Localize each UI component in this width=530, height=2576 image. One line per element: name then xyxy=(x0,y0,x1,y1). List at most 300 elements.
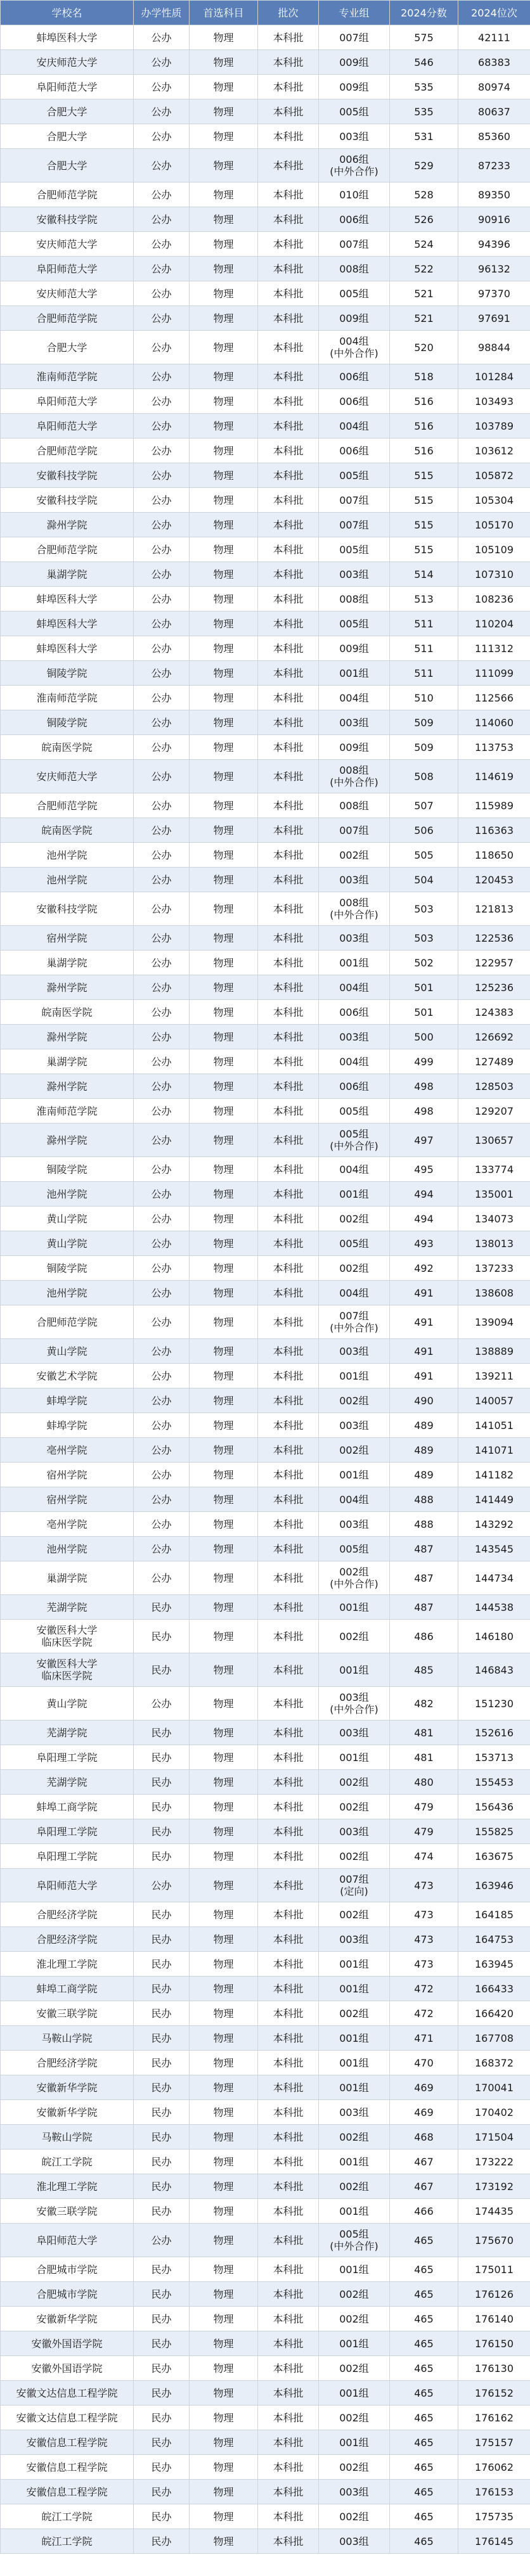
subject-cell xyxy=(190,710,258,735)
rank-cell xyxy=(458,2529,530,2554)
group-cell-text: 009组 xyxy=(339,741,369,753)
school-cell xyxy=(1,2125,134,2150)
nature-cell xyxy=(134,1364,190,1388)
batch-cell xyxy=(258,636,319,661)
nature-cell xyxy=(134,183,190,207)
school-cell xyxy=(1,183,134,207)
score-cell-text: 535 xyxy=(414,105,434,118)
rank-cell-text: 96132 xyxy=(478,262,510,275)
rank-cell-text: 163675 xyxy=(474,1850,514,1862)
score-cell-text: 465 xyxy=(414,2234,434,2246)
group-cell xyxy=(319,1844,390,1869)
group-cell xyxy=(319,75,390,99)
batch-cell xyxy=(258,2282,319,2307)
subject-cell xyxy=(190,686,258,710)
nature-cell xyxy=(134,50,190,75)
batch-cell xyxy=(258,975,319,1000)
subject-cell xyxy=(190,25,258,50)
score-cell-text: 531 xyxy=(414,130,434,143)
score-cell-text: 470 xyxy=(414,2056,434,2069)
school-cell xyxy=(1,1099,134,1124)
school-cell xyxy=(1,2100,134,2125)
school-cell-text: 阜阳师范大学 xyxy=(36,1879,98,1892)
group-cell-text: 003组 xyxy=(339,130,369,143)
score-cell-text: 509 xyxy=(414,716,434,729)
subject-cell-text: 物理 xyxy=(213,395,234,407)
subject-cell-text: 物理 xyxy=(213,1630,234,1643)
group-cell-text: 005组 xyxy=(339,543,369,556)
nature-cell-text: 公办 xyxy=(151,1419,172,1432)
rank-cell xyxy=(458,2100,530,2125)
nature-cell-text: 公办 xyxy=(151,543,172,556)
nature-cell-text: 民办 xyxy=(151,2081,172,2094)
batch-cell xyxy=(258,1124,319,1157)
subject-cell-text: 物理 xyxy=(213,642,234,655)
nature-cell xyxy=(134,149,190,183)
nature-cell-text: 公办 xyxy=(151,873,172,886)
group-cell xyxy=(319,2125,390,2150)
rank-cell xyxy=(458,2282,530,2307)
school-cell xyxy=(1,2480,134,2504)
table-row xyxy=(1,2257,530,2282)
group-cell xyxy=(319,612,390,636)
table-row xyxy=(1,661,530,686)
rank-cell-text: 133774 xyxy=(474,1163,514,1176)
score-cell-text: 490 xyxy=(414,1394,434,1407)
rank-cell xyxy=(458,463,530,488)
batch-cell xyxy=(258,257,319,281)
batch-cell xyxy=(258,488,319,513)
score-cell-text: 466 xyxy=(414,2205,434,2217)
batch-cell-text: 本科批 xyxy=(273,2411,304,2424)
nature-cell xyxy=(134,207,190,232)
group-cell xyxy=(319,25,390,50)
batch-cell-text: 本科批 xyxy=(273,1286,304,1299)
subject-cell-text: 物理 xyxy=(213,1345,234,1357)
nature-cell-text: 公办 xyxy=(151,1697,172,1710)
group-cell-text: 006组 xyxy=(339,370,369,383)
subject-cell-text: 物理 xyxy=(213,2081,234,2094)
score-cell xyxy=(390,612,458,636)
group-cell-text: 001组 xyxy=(339,2387,369,2399)
group-cell xyxy=(319,2257,390,2282)
score-cell xyxy=(390,1952,458,1977)
batch-cell-text: 本科批 xyxy=(273,1055,304,1068)
table-row xyxy=(1,2199,530,2224)
nature-cell-text: 公办 xyxy=(151,341,172,354)
rank-cell xyxy=(458,2199,530,2224)
table-row xyxy=(1,1231,530,1256)
rank-cell xyxy=(458,1795,530,1819)
school-cell xyxy=(1,2001,134,2026)
school-cell xyxy=(1,868,134,892)
score-cell xyxy=(390,2480,458,2504)
batch-cell-text: 本科批 xyxy=(273,1006,304,1018)
rank-cell-text: 138889 xyxy=(474,1345,514,1357)
school-cell-text: 安徽外国语学院 xyxy=(31,2337,103,2350)
nature-cell-text: 公办 xyxy=(151,1345,172,1357)
rank-cell xyxy=(458,439,530,463)
table-row xyxy=(1,2529,530,2554)
group-cell-text: 003组 xyxy=(339,873,369,886)
score-cell-text: 511 xyxy=(414,667,434,679)
rank-cell-text: 146180 xyxy=(474,1630,514,1643)
rank-cell xyxy=(458,232,530,257)
rank-cell-text: 173222 xyxy=(474,2155,514,2168)
group-cell xyxy=(319,760,390,793)
nature-cell-text: 公办 xyxy=(151,617,172,630)
table-row xyxy=(1,2150,530,2174)
subject-cell-text: 物理 xyxy=(213,1542,234,1555)
rank-cell xyxy=(458,281,530,306)
rank-cell-text: 111312 xyxy=(474,642,514,655)
nature-cell-text: 公办 xyxy=(151,1030,172,1043)
rank-cell xyxy=(458,1438,530,1463)
score-cell-text: 465 xyxy=(414,2288,434,2300)
score-cell-text: 481 xyxy=(414,1751,434,1764)
subject-cell xyxy=(190,2075,258,2100)
subject-cell-text: 物理 xyxy=(213,543,234,556)
rank-cell xyxy=(458,2051,530,2075)
batch-cell-text: 本科批 xyxy=(273,2288,304,2300)
batch-cell-text: 本科批 xyxy=(273,370,304,383)
school-cell xyxy=(1,1281,134,1305)
subject-cell xyxy=(190,1795,258,1819)
score-cell-text: 511 xyxy=(414,642,434,655)
school-cell xyxy=(1,1182,134,1207)
rank-cell-text: 105304 xyxy=(474,494,514,506)
school-cell-text: 蚌埠工商学院 xyxy=(36,1800,98,1813)
batch-cell xyxy=(258,2406,319,2430)
rank-cell xyxy=(458,1595,530,1620)
school-cell-text: 安徽科技学院 xyxy=(36,902,98,915)
school-cell xyxy=(1,1000,134,1025)
nature-cell xyxy=(134,1124,190,1157)
score-cell-text: 492 xyxy=(414,1262,434,1274)
table-row xyxy=(1,1000,530,1025)
score-cell-text: 503 xyxy=(414,902,434,915)
rank-cell xyxy=(458,1512,530,1537)
table-row xyxy=(1,1438,530,1463)
subject-cell xyxy=(190,1364,258,1388)
group-cell xyxy=(319,1595,390,1620)
batch-cell-text: 本科批 xyxy=(273,105,304,118)
rank-cell xyxy=(458,892,530,926)
score-cell-text: 509 xyxy=(414,741,434,753)
score-cell xyxy=(390,537,458,562)
batch-cell xyxy=(258,735,319,760)
subject-cell xyxy=(190,2125,258,2150)
school-cell xyxy=(1,1653,134,1687)
nature-cell xyxy=(134,612,190,636)
subject-cell xyxy=(190,1770,258,1795)
group-cell-text: 001组 xyxy=(339,956,369,969)
subject-cell xyxy=(190,892,258,926)
rank-cell xyxy=(458,818,530,843)
subject-cell xyxy=(190,587,258,612)
school-cell-text: 合肥大学 xyxy=(46,341,87,354)
batch-cell xyxy=(258,2356,319,2381)
school-cell xyxy=(1,843,134,868)
school-cell xyxy=(1,1074,134,1099)
rank-cell-text: 103789 xyxy=(474,420,514,432)
nature-cell-text: 公办 xyxy=(151,159,172,172)
group-cell-text: 001组 xyxy=(339,2205,369,2217)
subject-cell xyxy=(190,612,258,636)
group-cell xyxy=(319,414,390,439)
school-cell xyxy=(1,2307,134,2331)
subject-cell xyxy=(190,1124,258,1157)
batch-cell xyxy=(258,537,319,562)
group-cell xyxy=(319,306,390,331)
group-cell xyxy=(319,2224,390,2257)
rank-cell xyxy=(458,735,530,760)
batch-cell xyxy=(258,25,319,50)
rank-cell xyxy=(458,1745,530,1770)
batch-cell-text: 本科批 xyxy=(273,159,304,172)
nature-cell-text: 公办 xyxy=(151,956,172,969)
school-cell xyxy=(1,2381,134,2406)
school-cell-text: 合肥经济学院 xyxy=(36,2056,98,2069)
batch-cell-text: 本科批 xyxy=(273,2436,304,2449)
batch-cell xyxy=(258,1795,319,1819)
subject-cell-text: 物理 xyxy=(213,2312,234,2325)
rank-cell xyxy=(458,1049,530,1074)
table-body xyxy=(1,25,530,2554)
school-cell-text: 安徽艺术学院 xyxy=(36,1369,98,1382)
score-cell xyxy=(390,562,458,587)
nature-cell-text: 公办 xyxy=(151,287,172,300)
school-cell xyxy=(1,735,134,760)
school-cell xyxy=(1,1124,134,1157)
table-row xyxy=(1,1620,530,1653)
batch-cell-text: 本科批 xyxy=(273,2205,304,2217)
school-cell xyxy=(1,1795,134,1819)
school-cell xyxy=(1,2150,134,2174)
nature-cell xyxy=(134,1620,190,1653)
rank-cell xyxy=(458,1819,530,1844)
rank-cell xyxy=(458,1487,530,1512)
school-cell-text: 亳州学院 xyxy=(46,1518,87,1530)
nature-cell-text: 民办 xyxy=(151,1800,172,1813)
subject-cell-text: 物理 xyxy=(213,1518,234,1530)
table-row xyxy=(1,463,530,488)
group-cell-text: 002组 xyxy=(339,2510,369,2523)
rank-cell xyxy=(458,1099,530,1124)
group-cell xyxy=(319,207,390,232)
nature-cell-text: 民办 xyxy=(151,1751,172,1764)
score-cell xyxy=(390,2282,458,2307)
nature-cell-text: 公办 xyxy=(151,1369,172,1382)
school-cell-text: 巢湖学院 xyxy=(46,1055,87,1068)
score-cell-text: 498 xyxy=(414,1105,434,1117)
school-cell-text: 巢湖学院 xyxy=(46,1572,87,1584)
score-cell xyxy=(390,331,458,364)
batch-cell xyxy=(258,2150,319,2174)
batch-cell xyxy=(258,892,319,926)
school-cell-text: 马鞍山学院 xyxy=(41,2032,93,2044)
table-row xyxy=(1,488,530,513)
nature-cell-text: 民办 xyxy=(151,2387,172,2399)
table-row xyxy=(1,1745,530,1770)
score-cell xyxy=(390,364,458,389)
table-row xyxy=(1,1844,530,1869)
nature-cell-text: 公办 xyxy=(151,1262,172,1274)
rank-cell-text: 98844 xyxy=(478,341,510,354)
school-cell-text: 合肥经济学院 xyxy=(36,1933,98,1945)
nature-cell-text: 公办 xyxy=(151,420,172,432)
rank-cell-text: 176130 xyxy=(474,2362,514,2374)
group-cell xyxy=(319,1413,390,1438)
school-cell xyxy=(1,1157,134,1182)
school-cell-text: 阜阳理工学院 xyxy=(36,1751,98,1764)
score-cell xyxy=(390,281,458,306)
batch-cell-text: 本科批 xyxy=(273,188,304,201)
subject-cell-text: 物理 xyxy=(213,716,234,729)
group-cell-text: 002组 xyxy=(339,1850,369,1862)
table-row xyxy=(1,793,530,818)
score-cell xyxy=(390,1305,458,1339)
rank-cell xyxy=(458,686,530,710)
batch-cell xyxy=(258,562,319,587)
nature-cell xyxy=(134,892,190,926)
nature-cell-text: 公办 xyxy=(151,568,172,580)
rank-cell-text: 155453 xyxy=(474,1776,514,1788)
score-cell xyxy=(390,2430,458,2455)
nature-cell xyxy=(134,281,190,306)
batch-cell xyxy=(258,1745,319,1770)
group-cell-text: 003组 xyxy=(339,1825,369,1838)
group-cell-text: 009组 xyxy=(339,642,369,655)
batch-cell xyxy=(258,207,319,232)
group-cell xyxy=(319,1869,390,1902)
school-cell-text: 蚌埠医科大学 xyxy=(36,642,98,655)
school-cell xyxy=(1,1231,134,1256)
batch-cell xyxy=(258,513,319,537)
group-cell xyxy=(319,1207,390,1231)
nature-cell-text: 民办 xyxy=(151,1663,172,1676)
school-cell-text: 蚌埠医科大学 xyxy=(36,617,98,630)
nature-cell xyxy=(134,1595,190,1620)
subject-cell-text: 物理 xyxy=(213,956,234,969)
school-cell xyxy=(1,1256,134,1281)
score-cell xyxy=(390,2001,458,2026)
group-cell-text: 005组 xyxy=(339,1237,369,1250)
nature-cell-text: 民办 xyxy=(151,2312,172,2325)
group-cell-text: 001组 xyxy=(339,1601,369,1613)
nature-cell-text: 公办 xyxy=(151,444,172,457)
group-cell-text: 001组 xyxy=(339,2081,369,2094)
batch-cell-text: 本科批 xyxy=(273,617,304,630)
subject-cell-text: 物理 xyxy=(213,1262,234,1274)
subject-cell xyxy=(190,439,258,463)
nature-cell-text: 公办 xyxy=(151,932,172,944)
rank-cell xyxy=(458,1281,530,1305)
group-cell xyxy=(319,183,390,207)
subject-cell xyxy=(190,281,258,306)
subject-cell-text: 物理 xyxy=(213,1825,234,1838)
school-cell xyxy=(1,1049,134,1074)
rank-cell-text: 137233 xyxy=(474,1262,514,1274)
school-cell-text: 合肥师范学院 xyxy=(36,799,98,812)
subject-cell xyxy=(190,2051,258,2075)
group-cell xyxy=(319,735,390,760)
batch-cell-text: 本科批 xyxy=(273,1163,304,1176)
table-row xyxy=(1,1512,530,1537)
batch-cell-text: 本科批 xyxy=(273,593,304,605)
nature-cell xyxy=(134,1000,190,1025)
rank-cell xyxy=(458,1000,530,1025)
school-cell xyxy=(1,1620,134,1653)
group-cell xyxy=(319,1512,390,1537)
group-cell xyxy=(319,1902,390,1927)
nature-cell xyxy=(134,2282,190,2307)
rank-cell xyxy=(458,2331,530,2356)
group-cell-text: 004组 (中外合作) xyxy=(330,335,378,359)
school-cell-text: 池州学院 xyxy=(46,849,87,861)
nature-cell-text: 民办 xyxy=(151,2155,172,2168)
group-cell-text: 003组 xyxy=(339,568,369,580)
rank-cell-text: 176145 xyxy=(474,2535,514,2547)
rank-cell-text: 97691 xyxy=(478,312,510,324)
score-cell-text: 482 xyxy=(414,1697,434,1710)
school-cell xyxy=(1,760,134,793)
table-row xyxy=(1,892,530,926)
table-row xyxy=(1,1049,530,1074)
score-cell xyxy=(390,1049,458,1074)
table-row xyxy=(1,818,530,843)
group-cell-text: 003组 xyxy=(339,1726,369,1739)
group-cell xyxy=(319,1463,390,1487)
subject-cell-text: 物理 xyxy=(213,2510,234,2523)
score-cell xyxy=(390,2257,458,2282)
score-cell xyxy=(390,735,458,760)
school-cell xyxy=(1,1388,134,1413)
rank-cell xyxy=(458,2125,530,2150)
rank-cell xyxy=(458,1952,530,1977)
school-cell xyxy=(1,488,134,513)
group-cell-text: 001组 xyxy=(339,1369,369,1382)
batch-cell xyxy=(258,2100,319,2125)
nature-cell xyxy=(134,1819,190,1844)
score-cell-text: 494 xyxy=(414,1188,434,1200)
group-cell-text: 002组 xyxy=(339,2288,369,2300)
school-cell xyxy=(1,1463,134,1487)
subject-cell-text: 物理 xyxy=(213,2234,234,2246)
nature-cell-text: 民办 xyxy=(151,2362,172,2374)
group-cell xyxy=(319,1074,390,1099)
rank-cell xyxy=(458,1074,530,1099)
batch-cell-text: 本科批 xyxy=(273,956,304,969)
table-row xyxy=(1,1099,530,1124)
nature-cell-text: 公办 xyxy=(151,981,172,994)
school-cell-text: 滁州学院 xyxy=(46,1134,87,1146)
subject-cell xyxy=(190,2331,258,2356)
table-row xyxy=(1,1463,530,1487)
nature-cell-text: 公办 xyxy=(151,1572,172,1584)
school-cell xyxy=(1,951,134,975)
subject-cell xyxy=(190,1438,258,1463)
nature-cell-text: 民办 xyxy=(151,1908,172,1921)
score-cell-text: 524 xyxy=(414,238,434,250)
nature-cell xyxy=(134,1927,190,1952)
nature-cell-text: 公办 xyxy=(151,2234,172,2246)
batch-cell-text: 本科批 xyxy=(273,262,304,275)
subject-cell-text: 物理 xyxy=(213,1030,234,1043)
rank-cell-text: 80637 xyxy=(478,105,510,118)
subject-cell xyxy=(190,1977,258,2001)
batch-cell xyxy=(258,1305,319,1339)
